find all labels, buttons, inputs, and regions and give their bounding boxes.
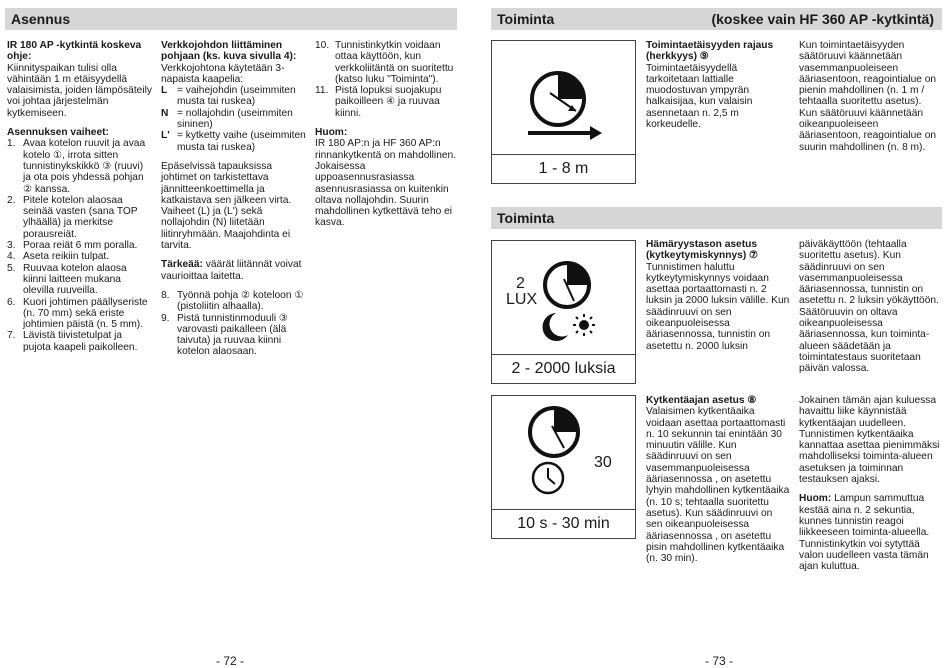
list-item: 9. Pistä tunnistinmoduuli ③ varovasti paikalleen (älä taivuta) ja ruuvaa kiinni kotelon alaosaan. (161, 312, 289, 358)
list-item: 5. Ruuvaa kotelon alaosa kiinni laitteen mukana olevilla ruuveilla. (7, 262, 127, 297)
steps-title: Asennuksen vaiheet: (7, 127, 109, 139)
list-item: 6. Kuori johtimen päällyseriste (n. 70 mm) sekä eriste johtimien päistä (n. 5 mm). (7, 296, 148, 331)
figure-caption: 2 - 2000 luksia (492, 354, 635, 383)
figure-range (491, 40, 636, 184)
warning: Tärkeää: väärät liitännät voivat vaurioittaa laitetta. (161, 259, 302, 282)
range-dial-icon (492, 41, 635, 159)
list-item: 4. Aseta reikiin tulpat. (7, 251, 110, 263)
time-note: Huom: Lampun sammuttua kestää aina n. 2 sekuntia, kunnes tunnistin reagoi liikkeeseen toiminta-alueella. Tunnistinkytkin voi sytyttää valon uudelleen vasta tämän ajan kuluttua. (799, 493, 930, 573)
list-item: 10. Tunnistinkytkin voidaan ottaa käyttöön, kun verkkoliitäntä on suoritettu (katso luku "Toiminta"). (315, 40, 454, 85)
section-header-toiminta-2 (491, 207, 942, 229)
time-section-right (799, 395, 942, 572)
range-text: Toimintaetäisyydellä tarkoitetaan lattialle muodostuvan ympyrän halkaisijaa, kun valaisin asennetaan n. 2,5 m korkeudelle. (646, 62, 753, 131)
figure-caption: 1 - 8 m (492, 154, 635, 183)
figure-caption: 10 s - 30 min (492, 509, 635, 538)
list-item: 11. Pistä lopuksi suojakupu paikoilleen ④ ja ruuvaa kiinni. (315, 85, 442, 119)
figure-time (491, 395, 636, 539)
page-number-right: - 73 - (705, 654, 734, 668)
install-steps (7, 138, 152, 353)
note-label: Huom: (315, 127, 348, 139)
range-text-right: Kun toimintaetäisyyden säätöruuvi käännetään vasemmanpuoleiseen ääriasentoon, reagointialue on pienin mahdollinen (n. 1 m / tehtaalla suoritettu asetus). Kun säätöruuvi käännetään oikeanpuoleiseen ääriasentoon, reagointialue on suurin mahdollinen (n. 8 m). (799, 40, 937, 153)
list-item: 8. Työnnä pohja ② koteloon ① (pistoliitin alhaalla). (161, 289, 304, 313)
mains-title: Verkkojohdon liittäminen pohjaan (ks. kuva sivulla 4): (161, 40, 297, 63)
install-steps-cont (161, 290, 306, 358)
ir180-intro: Kiinnityspaikan tulisi olla vähintään 1 m etäisyydellä valaisimista, joiden lämpösäteily voi johtaa järjestelmän kytkemiseen. (7, 62, 152, 119)
mains-para: Epäselvissä tapauksissa johtimet on tarkistettava jännitteenkoettimella ja katkaistava sen jälkeen virta. Vaiheet (L) ja (L') sekä nollajohdin (N) liitetään liitinryhmään. Maajohdinta ei tarvita. (161, 160, 292, 252)
lux-section (646, 239, 790, 352)
lux-label-lux: LUX (506, 291, 538, 308)
lux-text-right: päiväkäyttöön (tehtaalla suoritettu asetus). Kun säädinruuvi on sen vasemmanpuoleisessa ääriasennossa, tunnistin on asetettu n. 2 luksin yökäyttöön. Säätöruuvin on oltava oikeanpuoleisessa ääriasennossa, kun toiminta-alueen säädetään ja toimintatestaus suoritetaan päivän valossa. (799, 239, 939, 375)
range-section-right (799, 40, 942, 153)
left-column-3 (315, 40, 457, 229)
time-label-30: 30 (594, 454, 612, 471)
range-section (646, 40, 790, 130)
page-number-left: - 72 - (216, 654, 245, 668)
section-title: Toiminta (497, 11, 555, 27)
list-item: 2. Pitele kotelon alaosaa seinää vasten (sana TOP ylhäällä) ja merkitse porausreiät. (7, 194, 138, 240)
def-n: N = nollajohdin (useimmiten sininen) (161, 107, 293, 131)
note-text: IR 180 AP:n ja HF 360 AP:n rinnankytkentä on mahdollinen. Jokaisessa uppoasennusrasiassa asennusrasiassa on kuitenkin oltava nollajohdin. Suurin mahdollinen kytkettävä teho ei kasva. (315, 138, 457, 229)
time-dial-icon (492, 396, 635, 511)
time-title: Kytkentäajan asetus ⑧ (646, 395, 757, 406)
left-column-2 (161, 40, 306, 358)
ir180-title: IR 180 AP -kytkintä koskeva ohje: (7, 40, 142, 63)
lux-section-right (799, 239, 942, 375)
lux-title: Hämäryystason asetus (kytkeytymiskynnys) ⑦ (646, 239, 759, 262)
time-text-right: Jokainen tämän ajan kuluessa havaittu liike käynnistää kytkentäajan uudelleen. Tunnistimen kytkentäaika kannattaa asettaa pienimmäksi mahdolliseksi toiminta-alueen asetuksen ja toiminnan testauksen ajaksi. (799, 395, 940, 486)
section-header-asennus (5, 8, 457, 30)
lux-label-2: 2 (516, 275, 525, 292)
section-subtitle: (koskee vain HF 360 AP -kytkintä) (711, 11, 934, 27)
mains-intro: Verkkojohtona käytetään 3-napaista kaapelia: (161, 62, 285, 85)
list-item: 3. Poraa reiät 6 mm poralla. (7, 240, 138, 252)
figure-lux (491, 240, 636, 384)
lux-text: Tunnistimen haluttu kytkeytymiskynnys voidaan asettaa portaattomasti n. 2 luksin ja 2000 luksin välille. Kun säädinruuvi on sen oikeanpuoleisessa ääriasennossa, tunnistin on asetettu n. 2000 luksin (646, 261, 790, 352)
time-text: Valaisimen kytkentäaika voidaan asettaa portaattomasti n. 10 sekunnin tai enintään 30 minuutin välille. Kun säädinruuvi on sen vasemmanpuoleisessa ääriasennossa , on asetettu lyhyin mahdollinen kytkentäaika (n. 10 s; tehtaalla suoritettu asetus). Kun säädinruuvi on sen oikeanpuoleisessa ääriasennossa , on asetettu pisin mahdollinen kytkentäaika (n. 30 min). (646, 406, 790, 565)
time-section (646, 395, 790, 564)
def-l: L = vaihejohdin (useimmiten musta tai ruskea) (161, 85, 296, 108)
list-item: 1. Avaa kotelon ruuvit ja avaa kotelo ①, irrota sitten tunnistinykskikkö ③ (ruuvi) ja ota pois yhdessä pohjan ② kanssa. (7, 138, 146, 195)
list-item: 7. Lävistä tiivistetulpat ja pujota kaapeli paikolleen. (7, 330, 138, 353)
section-header-toiminta-1 (491, 8, 942, 30)
range-title: Toimintaetäisyyden rajaus (herkkyys) ⑨ (646, 40, 774, 63)
left-column-1 (7, 40, 152, 353)
section-title: Toiminta (497, 210, 555, 226)
def-l-prime: L' = kytketty vaihe (useimmiten musta tai ruskea) (161, 130, 306, 153)
install-steps-final (315, 40, 457, 119)
section-title: Asennus (11, 11, 71, 27)
